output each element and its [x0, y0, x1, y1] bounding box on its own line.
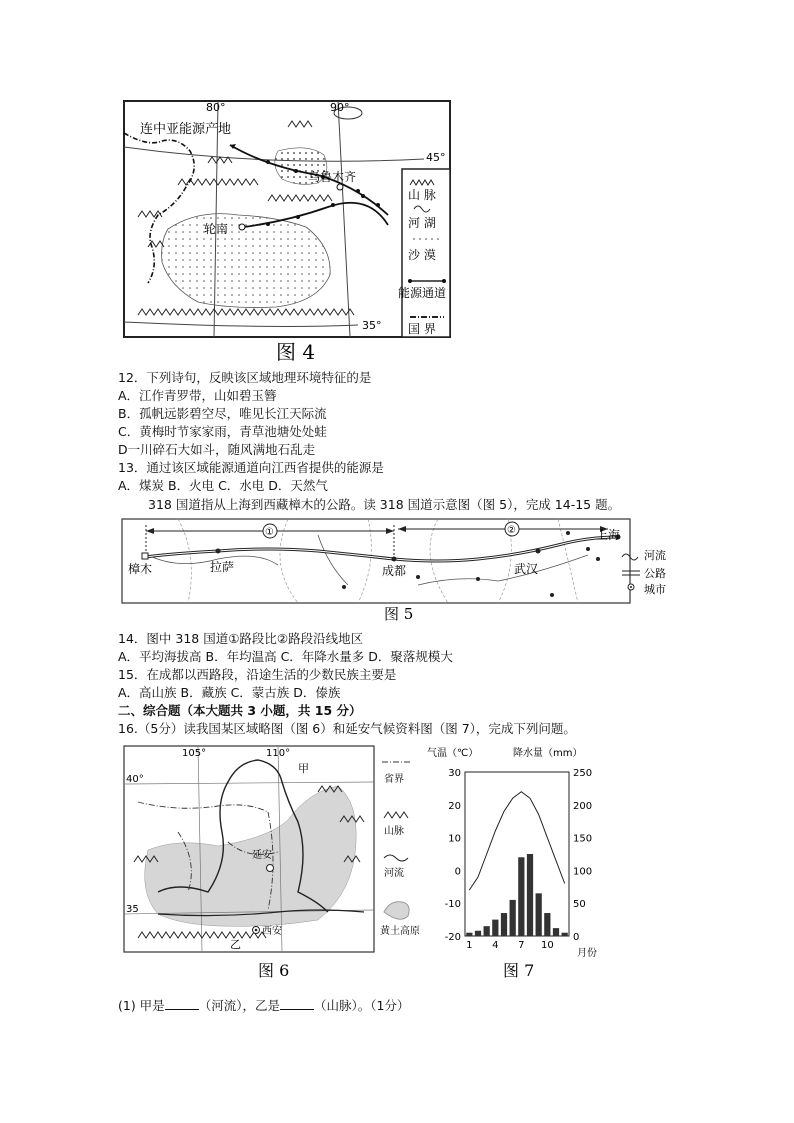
fig4-legend-desert: 沙 漠 — [408, 248, 436, 262]
figure-6-map — [118, 742, 463, 982]
q13-options: A．煤炭 B．火电 C．水电 D．天然气 — [118, 478, 328, 493]
precip-bar-11 — [553, 928, 559, 936]
fig4-lon90: 90° — [330, 101, 350, 114]
temp-tick--20: -20 — [444, 932, 461, 943]
fig6-label-yi: 乙 — [230, 938, 241, 951]
fig6-label-jia: 甲 — [298, 762, 309, 775]
fig7-ylabel-right: 降水量（mm） — [513, 748, 583, 759]
precip-bar-9 — [536, 893, 542, 936]
fig4-lon80: 80° — [206, 101, 226, 114]
fig4-region-label: 连中亚能源产地 — [140, 122, 232, 137]
fig6-legend-loess: 黄土高原 — [380, 926, 420, 937]
q15-stem: 15．在成都以西路段，沿途生活的少数民族主要是 — [118, 667, 397, 682]
fig4-lat45: 45° — [426, 151, 446, 164]
temp-tick--10: -10 — [444, 899, 461, 911]
precip-bar-10 — [544, 913, 550, 936]
month-tick-10: 10 — [540, 940, 554, 951]
fig6-city-xian: 西安 — [262, 926, 282, 937]
fig4-legend-river-lake: 河 湖 — [408, 216, 436, 230]
temp-tick-20: 20 — [448, 800, 461, 812]
fig6-caption: 图 6 — [258, 961, 290, 980]
tarim-desert — [162, 214, 331, 308]
fig5-legend-city: 城市 — [644, 583, 666, 596]
fig5-city-shanghai: 上海 — [596, 528, 621, 542]
fig5-city-zhangmu: 樟木 — [128, 562, 153, 576]
fig5-city-wuhan: 武汉 — [514, 562, 539, 576]
fig6-lon105: 105° — [182, 748, 207, 759]
fig4-legend-mountain: 山 脉 — [408, 188, 436, 202]
q14-options: A．平均海拔高 B．年均温高 C．年降水量多 D．聚落规模大 — [118, 649, 453, 664]
q16-sub1-part-c: （山脉）。（1分） — [313, 998, 410, 1013]
fig5-city-chengdu: 成都 — [382, 564, 407, 578]
q12-stem: 12．下列诗句，反映该区域地理环境特征的是 — [118, 370, 372, 385]
figure-7-climate-chart — [425, 742, 605, 982]
fig6-legend-mountain: 山脉 — [384, 826, 404, 837]
fig4-legend-energy: 能源通道 — [398, 286, 447, 300]
temp-tick-10: 10 — [448, 833, 461, 845]
precip-bar-3 — [484, 926, 490, 936]
q12-option-b: B．孤帆远影碧空尽，唯见长江天际流 — [118, 406, 327, 421]
fig5-city-lhasa: 拉萨 — [210, 560, 235, 574]
month-tick-7: 7 — [518, 940, 525, 951]
fig5-legend-road: 公路 — [644, 567, 666, 580]
precip-bar-12 — [562, 933, 568, 936]
intro-318: 318 国道指从上海到西藏樟木的公路。读 318 国道示意图（图 5），完成 14-15 题。 — [148, 497, 621, 512]
figure-5-map — [118, 515, 692, 625]
fig6-lat35: 35 — [126, 904, 139, 915]
precip-bar-7 — [518, 857, 524, 936]
q13-stem: 13．通过该区域能源通道向江西省提供的能源是 — [118, 460, 384, 475]
fig6-lat40: 40° — [126, 774, 144, 785]
precip-tick-0: 0 — [573, 932, 580, 943]
fig7-caption: 图 7 — [503, 961, 535, 980]
precip-bar-8 — [527, 854, 533, 936]
precip-bar-5 — [501, 913, 507, 936]
q12-option-d: D一川碎石大如斗，随风满地石乱走 — [118, 442, 316, 457]
temp-tick-30: 30 — [448, 768, 461, 779]
month-tick-4: 4 — [492, 940, 499, 951]
figure-4-map — [118, 97, 458, 367]
precip-tick-100: 100 — [573, 866, 593, 878]
q16-sub1-part-b: （河流），乙是 — [198, 998, 280, 1013]
fig4-city-urumqi: 乌鲁木齐 — [308, 170, 357, 184]
fig4-legend-border: 国 界 — [408, 322, 436, 336]
fig5-caption: 图 5 — [384, 605, 414, 623]
q12-option-c: C．黄梅时节家家雨，青草池塘处处蛙 — [118, 424, 327, 439]
precip-bar-6 — [510, 900, 516, 936]
month-tick-1: 1 — [466, 940, 473, 951]
precip-bar-4 — [492, 920, 498, 936]
q12-option-a: A．江作青罗带，山如碧玉簪 — [118, 388, 277, 403]
fig5-legend-river: 河流 — [644, 549, 666, 562]
fig5-frame — [122, 519, 630, 603]
fig4-caption: 图 4 — [276, 340, 316, 364]
fig4-city-lunnan: 轮南 — [204, 222, 229, 236]
fig5-seg1: ① — [265, 527, 274, 538]
q15-options: A．高山族 B．藏族 C．蒙古族 D．傣族 — [118, 685, 341, 700]
precip-tick-200: 200 — [573, 800, 593, 812]
temp-tick-0: 0 — [454, 866, 461, 878]
fig6-lon110: 110° — [266, 748, 291, 759]
q16-sub1 — [118, 997, 409, 1014]
section-2-heading: 二、综合题（本大题共 3 小题，共 15 分） — [118, 703, 362, 718]
fig7-ylabel-left: 气温（℃） — [427, 748, 479, 759]
precip-tick-250: 250 — [573, 768, 593, 779]
q16-blank-yi[interactable] — [280, 997, 314, 1010]
precip-bar-1 — [466, 933, 472, 936]
q16-blank-jia[interactable] — [165, 997, 199, 1010]
fig6-city-yanan: 延安 — [252, 850, 272, 861]
q16-stem: 16.（5分）读我国某区域略图（图 6）和延安气候资料图（图 7），完成下列问题。 — [118, 721, 576, 736]
precip-bar-2 — [475, 931, 481, 936]
fig6-legend-border: 省界 — [384, 774, 404, 785]
fig6-legend-river: 河流 — [384, 868, 404, 879]
fig5-seg2: ② — [507, 525, 516, 536]
q16-sub1-part-a: (1) 甲是 — [118, 998, 165, 1013]
precip-tick-50: 50 — [573, 899, 586, 911]
precip-tick-150: 150 — [573, 833, 593, 845]
fig7-temperature-line — [469, 792, 564, 890]
fig7-xlabel: 月份 — [577, 948, 597, 959]
fig4-lat35: 35° — [362, 319, 382, 332]
q14-stem: 14．图中 318 国道①路段比②路段沿线地区 — [118, 631, 364, 646]
